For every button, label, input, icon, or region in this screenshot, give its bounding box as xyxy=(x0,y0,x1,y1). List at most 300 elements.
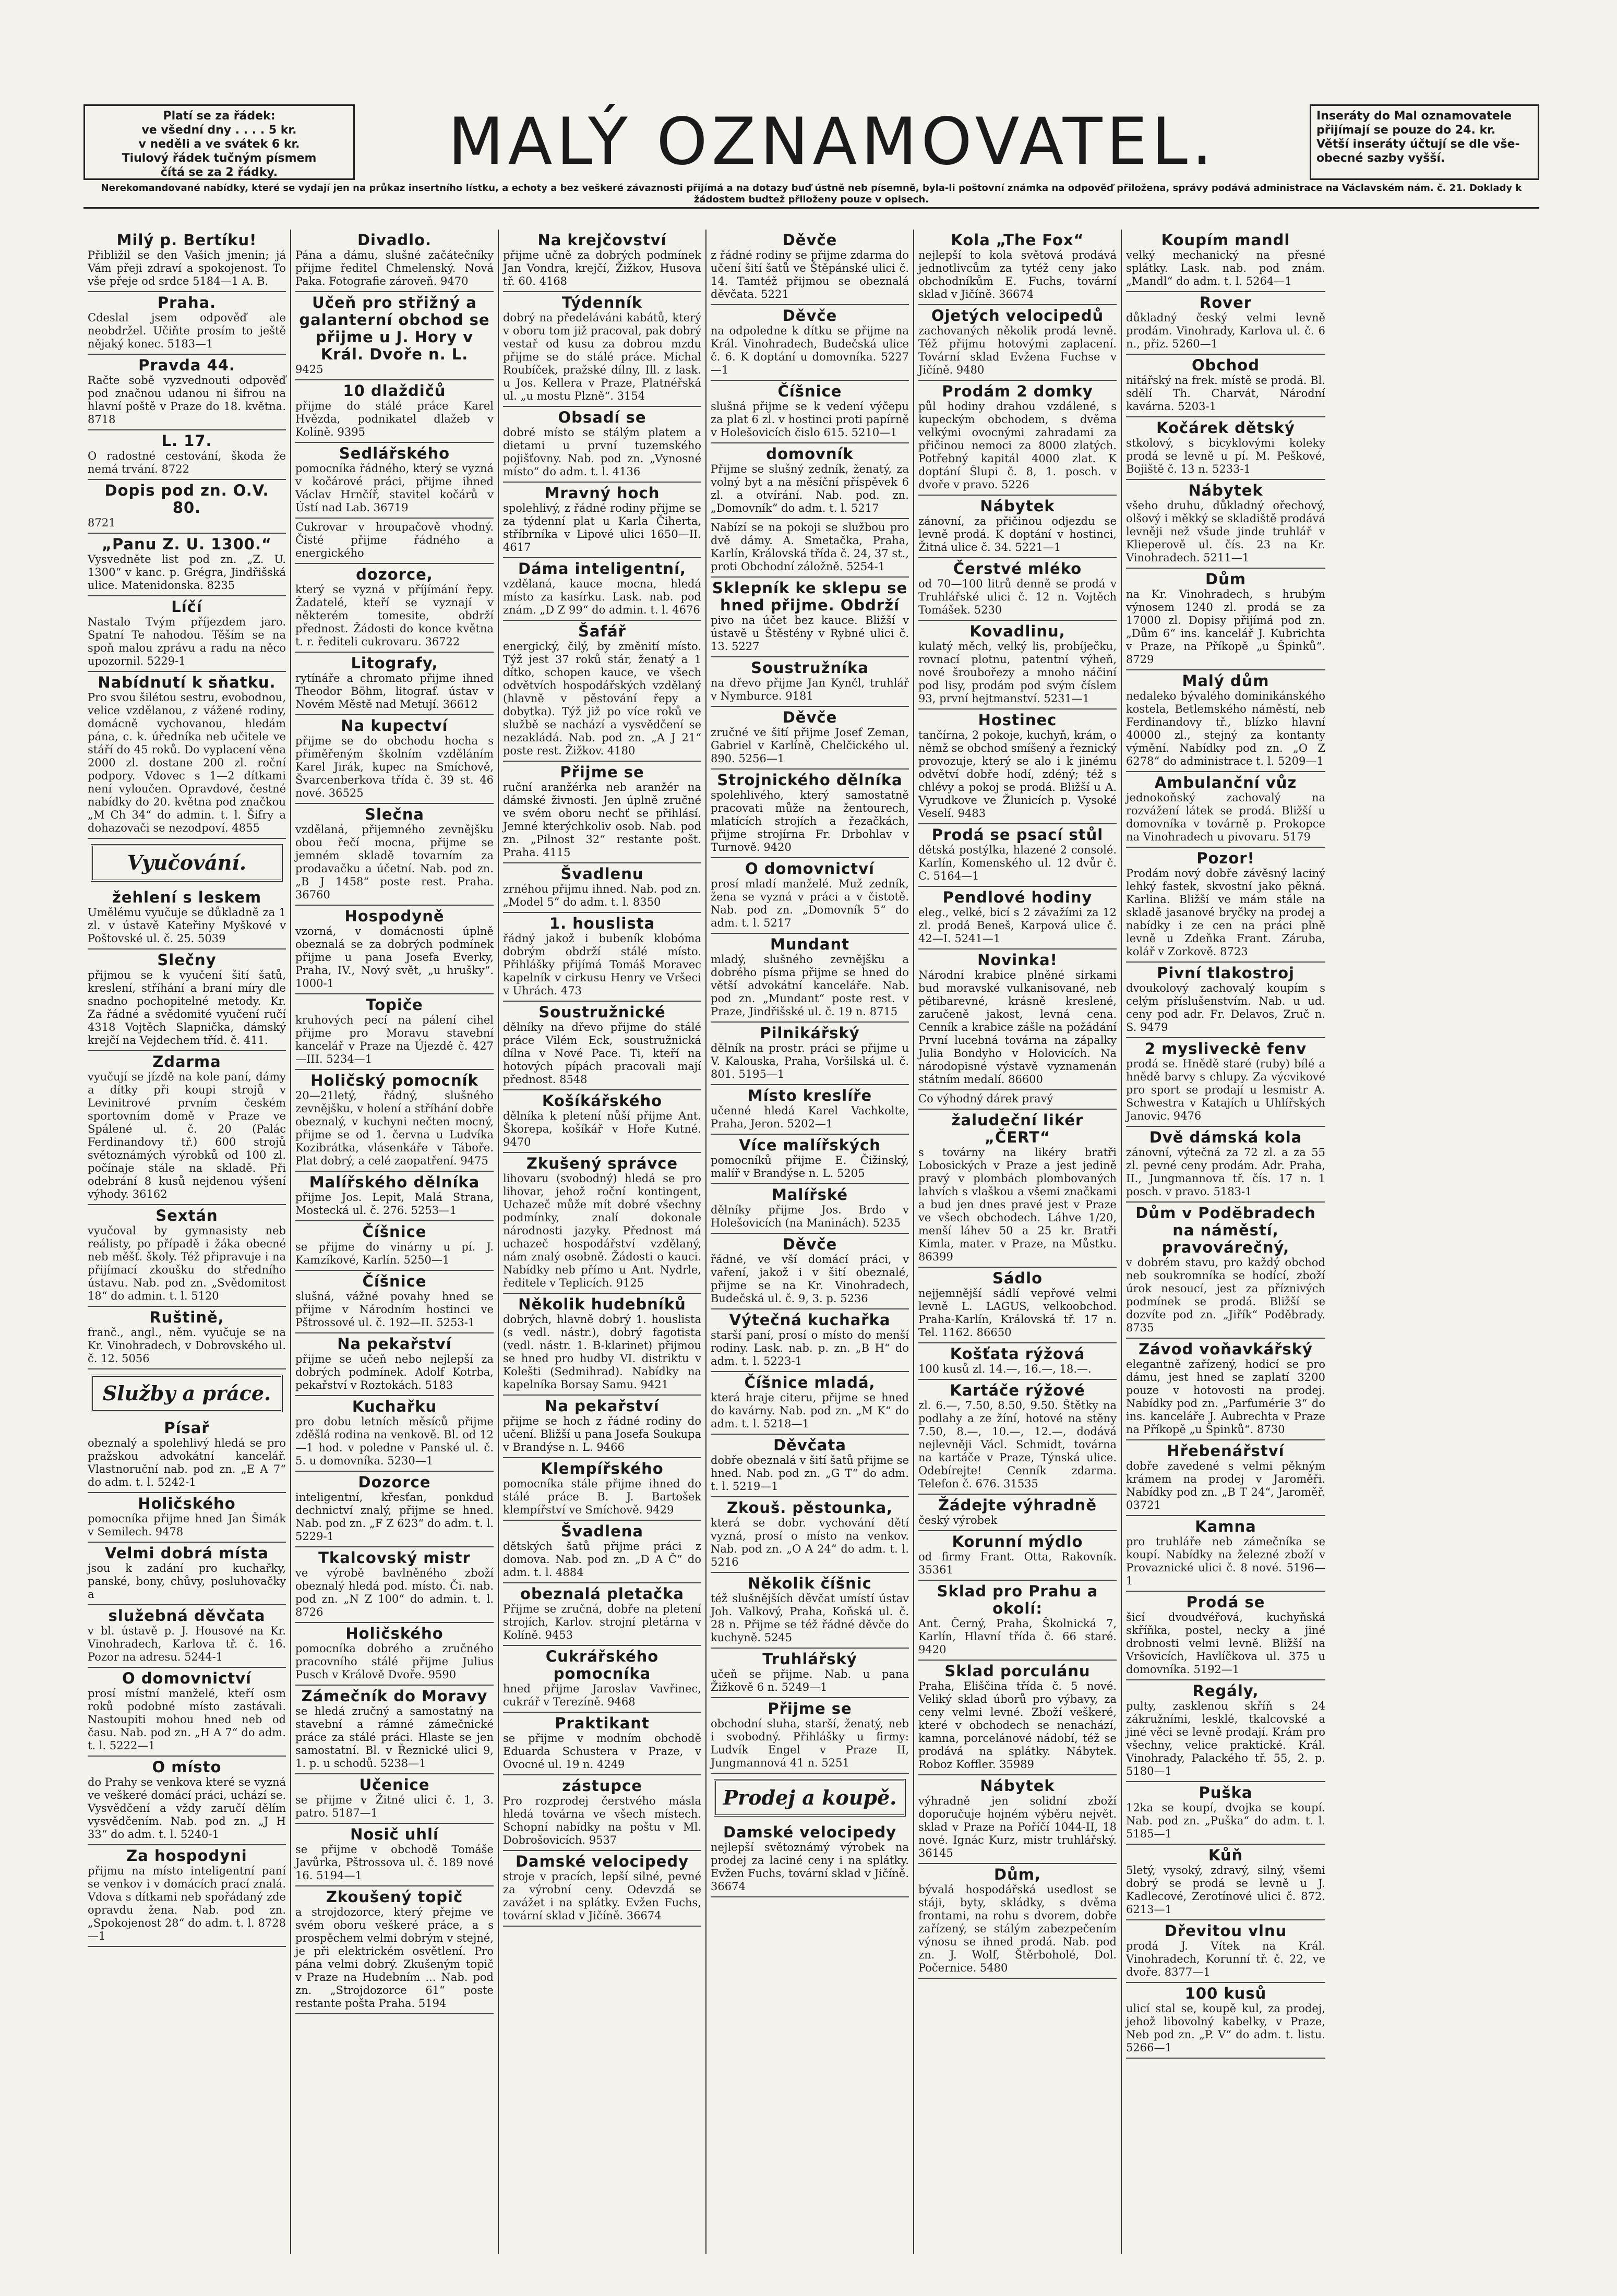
masthead-title: MALÝ OZNAMOVATEL. xyxy=(448,104,1217,179)
ad-text: dvoukolový zachovalý koupím s celým příslušenstvím. Nab. u ud. ceny pod adr. Fr. Delavos, Zruč n. S. 9479 xyxy=(1126,982,1325,1033)
classified-ad xyxy=(1126,1339,1325,1440)
insertion-line: Inseráty do Mal oznamovatele xyxy=(1316,110,1512,123)
classified-ad xyxy=(918,496,1117,558)
ad-text: Pro svou šilétou sestru, evobodnou, velice vzdělanou, z vážené rodiny, domácně vychovanou, hledám pána, c. k. úředníka neb učitele ve stáří do 45 roků. Do vyplacení věna 2000 zl. dostane 200 zl. roční podpory. Vdovec s 1—2 dítkami není vyloučen. Opravdové, čestné nabídky do 20. května pod značkou „M Ch 34“ do admin. t. l. Šifry a dohazovači se nezodpoví. 4855 xyxy=(88,691,286,834)
ad-heading: Přijme se xyxy=(768,1700,852,1717)
ad-heading: Kuchařku xyxy=(352,1398,437,1415)
ad-text: dobře obeznalá v šití šatů přijme se hned. Nab. pod zn. „G T“ do adm. t. l. 5219—1 xyxy=(711,1454,909,1493)
classified-ad xyxy=(918,1343,1117,1380)
ad-heading: Nabídnutí k sňatku. xyxy=(98,674,276,691)
ad-text: eleg., velké, bicí s 2 závažími za 12 zl. prodá Beneš, Karpová ulice č. 42—I. 5241—1 xyxy=(918,906,1117,945)
ad-text: nejlepší světoznámý výrobek na prodej za laciné ceny i na splátky. Evžen Fuchs, tovární sklad v Jičíně. 36674 xyxy=(711,1841,909,1893)
ad-text: přijme učně za dobrých podmínek Jan Vondra, krejčí, Žižkov, Husova tř. 60. 4168 xyxy=(503,249,701,287)
ad-heading: Několik číšnic xyxy=(748,1574,872,1592)
classified-ad xyxy=(295,1221,494,1271)
classified-ad xyxy=(295,1271,494,1333)
ad-text: Přijme se slušný zedník, ženatý, za volný byt a na měsíční příspěvek 6 zl. a otvírání. Nab. pod. zn. „Domovník“ do adm. t. l. 5217 xyxy=(711,463,909,514)
ad-heading: Rover xyxy=(1199,294,1252,311)
ad-text: vzdělaná, přijemného zevnějšku obou řečí mocna, přijme se jemném skladě tovarním za prodavačku a účetní. Nab. pod zn. „B J 1458“ poste rest. Praha. 36760 xyxy=(295,823,494,901)
ad-heading: Děvče xyxy=(782,708,837,726)
ad-text: obchodní sluha, starší, ženatý, neb i svobodný. Přihlášky u firmy: Ludvík Engel v Praze II, Jungmannová 41 n. 5251 xyxy=(711,1717,909,1769)
ad-text: dětských šatů přijme práci z domova. Nab. pod zn. „D A Č“ do adm. t. l. 4884 xyxy=(503,1540,701,1579)
ad-heading: Damské velocipedy xyxy=(515,1853,689,1870)
ad-text: řádné, ve vší domácí práci, v vaření, jakož i v šití obeznalé, přijme se na Kr. Vinohradech, Budečská ul. č. 9, 3. p. 5236 xyxy=(711,1253,909,1305)
classifieds-header xyxy=(83,104,1539,203)
classified-ad xyxy=(88,430,286,480)
ad-text: v dobrém stavu, pro každý obchod neb soukromníka se hodící, zboží úrok nesoucí, jest za příznivých podmínek se prodá. Bližší se dozvíte pod zn. „Jiřík“ Poděbrady. 8735 xyxy=(1126,1256,1325,1334)
classified-ad xyxy=(503,913,701,1002)
ad-heading: Prodám 2 domky xyxy=(942,382,1093,400)
classified-ad xyxy=(1126,848,1325,963)
classified-ad xyxy=(88,1205,286,1307)
ad-heading: Sklad pro Prahu a okolí: xyxy=(937,1582,1098,1617)
ad-heading: Truhlářský xyxy=(762,1650,857,1668)
classified-ad xyxy=(503,1713,701,1775)
ad-heading: Korunní mýdlo xyxy=(952,1533,1083,1550)
price-line: Platí se za řádek: xyxy=(163,110,276,123)
ad-text: Nabízí se na pokoji se službou pro dvě dámy. A. Smetačka, Praha, Karlín, Královská třída č. 24, 37 st., proti Obchodní záložně. 5254-1 xyxy=(711,521,909,573)
ad-heading: Holičský pomocník xyxy=(310,1072,478,1089)
classified-ad xyxy=(1126,1845,1325,1920)
ad-text: půl hodiny drahou vzdálené, s kupeckým obchodem, s dvěma velkými ovocnými zahradami za přičinou nemoci za 8000 zlatých. Potřebný kapitál 4000 zlat. K doptání Šlupi č. 8, 1. posch. v dvoře v pravo. 5226 xyxy=(918,400,1117,491)
ad-text: pomocníka řádného, který se vyzná v kočárové práci, přijme ihned Václav Hrnčíř, stavitel kočárů v Ústí nad Lab. 36719 xyxy=(295,462,494,514)
ad-heading: Hřebenářství xyxy=(1167,1442,1285,1460)
ad-heading: Dřevitou vlnu xyxy=(1164,1922,1287,1940)
ad-heading: Soustružníka xyxy=(751,659,869,677)
ad-text: slušná přijme se k vedení výčepu za plat 6 zl. v hostinci proti papírně v Holešovicích čislo 615. 5210—1 xyxy=(711,400,909,439)
classified-ad xyxy=(711,934,909,1023)
ad-text: prosí mladí manželé. Muž zedník, žena se vyzná v práci a v čistotě. Nab. pod zn. „Domovník 5“ do adm. t. l. 5217 xyxy=(711,877,909,929)
classified-ad xyxy=(711,1234,909,1309)
classified-ad xyxy=(503,621,701,762)
ad-heading: Pilnikářský xyxy=(760,1024,860,1042)
ad-heading: Damské velocipedy xyxy=(723,1823,897,1841)
ad-text: dobrý na předeláváni kabátů, který v oboru tom již pracoval, pak dobrý vestař od kusu za dobrou mzdu přijme se do stálé práce. Michal Roubíček, pražské dílny, Ill. z lask. u Jos. Kellera v Praze, Platnéřská ul. „u mostu Plzně“. 3154 xyxy=(503,311,701,402)
ad-heading: Mravný hoch xyxy=(544,484,660,502)
ad-column xyxy=(291,230,499,2254)
ad-heading: Prodá se xyxy=(1186,1593,1265,1611)
classified-ad xyxy=(295,906,494,994)
ad-text: obeznalý a spolehlivý hledá se pro pražskou advokátní kancelář. Vlastnoruční nab. pod zn. „E A 7“ do adm. t. l. 5242-1 xyxy=(88,1437,286,1488)
ad-text: jednokoňský zachovalý na rozvážení látek se prodá. Bližší u domovníka v továrně p. Prokopce na Vinohradech u pivovaru. 5179 xyxy=(1126,791,1325,843)
classified-ad xyxy=(88,949,286,1051)
classified-ad xyxy=(88,1543,286,1605)
ad-heading: Učenice xyxy=(359,1776,430,1794)
ad-text: franč., angl., něm. vyučuje se na Kr. Vinohradech, v Dobrovského ul. č. 12. 5056 xyxy=(88,1326,286,1365)
ad-text: nitářský na frek. místě se prodá. Bl. sdělí Th. Charvát, Národní kavárna. 5203-1 xyxy=(1126,374,1325,413)
price-line: v neděli a ve svátek 6 kr. xyxy=(138,138,300,151)
ad-heading: Dům v Podĕbradech na náměstí, pravovárečný, xyxy=(1135,1204,1316,1256)
ad-text: na dřevo přijme Jan Kynčl, truhlář v Nymburce. 9181 xyxy=(711,677,909,702)
ad-text: kruhových pecí na pálení cihel přijme pro Moravu stavební kancelář v Praze na Újezdě č. 427—III. 5234—1 xyxy=(295,1014,494,1065)
ad-heading: Nábytek xyxy=(980,497,1055,515)
ad-heading: žehlení s leskem xyxy=(112,888,262,906)
ad-heading: Šafář xyxy=(578,622,626,640)
ad-text: dobře zavedené s velmi pěkným krámem na prodej v Jaroměři. Nabídky pod zn. „B T 24“, Jaroměř. 03721 xyxy=(1126,1460,1325,1511)
classified-ad xyxy=(711,770,909,858)
ad-text: stkolový, s bicyklovými koleky prodá se levně u pí. M. Peškové, Bojiště č. 13 n. 5233-1 xyxy=(1126,437,1325,475)
ad-heading: Pravda 44. xyxy=(138,356,235,374)
ad-text: dělník na prostr. práci se přijme u V. Kalouska, Praha, Voršilská ul. č. 801. 5195—1 xyxy=(711,1042,909,1080)
ad-text: se přijme v Žitné ulici č. 1, 3. patro. 5187—1 xyxy=(295,1794,494,1819)
classified-ad xyxy=(295,1070,494,1172)
section-heading: Vyučování. xyxy=(91,844,283,882)
ad-heading: Tkalcovský mistr xyxy=(318,1549,471,1567)
ad-text: Ant. Černý, Praha, Školnická 7, Karlín, Hlavní třída č. 66 staré. 9420 xyxy=(918,1617,1117,1656)
classified-ad xyxy=(1126,355,1325,417)
ad-text: přijmu na místo inteligentní paní se venkov i v domácích prací znalá. Vdova s dítkami neb spořádaný zde opravdu žena. Nab. pod zn. „Spokojenost 28“ do adm. t. l. 8728—1 xyxy=(88,1865,286,1942)
ad-heading: Zkušený správce xyxy=(526,1155,678,1172)
ad-text: 12ka se koupí, dvojka se koupí. Nab. pod zn. „Puška“ do adm. t. l. 5185—1 xyxy=(1126,1801,1325,1840)
ad-heading: Na pekařství xyxy=(545,1397,660,1415)
ad-heading: Malý dům xyxy=(1182,672,1269,690)
ad-text: kulatý měch, velký lis, probíječku, rovnací plotnu, patentní výheň, nové šroubořezy a mnoho náčiní pod lisy, prodám pod svým číslem 93, první hejtmanství. 5231—1 xyxy=(918,640,1117,705)
classified-ad xyxy=(1126,230,1325,292)
classified-ad xyxy=(503,230,701,292)
classified-ad xyxy=(295,653,494,715)
ad-heading: Nábytek xyxy=(1188,482,1263,499)
classified-ad xyxy=(918,1531,1117,1581)
classified-ad xyxy=(503,1002,701,1090)
ad-heading: Slečna xyxy=(365,806,424,823)
classified-ad xyxy=(295,1333,494,1396)
classified-ad xyxy=(1126,1203,1325,1339)
classified-ad xyxy=(88,1307,286,1369)
ad-text: ulicí stal se, koupě kul, za prodej, jehož libovolný kabelky, v Praze, Neb pod zn. „P. V“ do adm. t. listu. 5266—1 xyxy=(1126,2002,1325,2054)
ad-heading: Zkouš. pěstounka, xyxy=(726,1499,893,1517)
classified-ad xyxy=(711,381,909,443)
classified-ad xyxy=(1126,670,1325,772)
ad-text: Národní krabice plněné sirkami bud moravské vulkanisované, neb pětibarevné, krásně kreslené, zaručeně jakost, levná cena. Cenník a krabice zášle na požádání První lucebná továrna na zápalky Julia Bondyho v Holovicích. Na národopisné výstavě vyznamenán státním medalí. 86600 xyxy=(918,969,1117,1086)
ad-heading: Velmi dobrá místa xyxy=(105,1544,269,1562)
classified-ad xyxy=(88,1493,286,1543)
ad-text: český výrobek xyxy=(918,1514,998,1526)
ad-heading: O domovnictví xyxy=(122,1669,251,1687)
ad-heading: Číšnice mladá, xyxy=(744,1374,876,1391)
classified-ad xyxy=(295,564,494,653)
ad-heading: Na krejčovství xyxy=(537,231,667,249)
ad-heading: Pivní tlakostroj xyxy=(1157,964,1295,982)
ad-text: pivo na účet bez kauce. Bližší v ústavě u Štěstény v Rybné ulici č. 13. 5227 xyxy=(711,614,909,653)
ad-heading: Košíkářského xyxy=(542,1092,663,1110)
ad-heading: Soustružnické xyxy=(538,1003,666,1021)
ad-heading: Dvě dámská kola xyxy=(1149,1128,1302,1146)
ad-text: dělníka k pletení nůší přijme Ant. Škorepa, košíkář v Hoře Kutné. 9470 xyxy=(503,1110,701,1148)
classified-ad xyxy=(918,1661,1117,1775)
ad-text: energický, čilý, by změnití místo. Týž jest 37 roků stár, ženatý a 1 dítko, schopen kauce, ve všech odvětvích hospodářských vzdělaný (hlavně v pěstování řepy a dobytka). Týž již po více roků ve službě se nachází a vysvědčení se nezakládá. Nab. pod zn. „A J 21“ poste rest. Žižkov. 4180 xyxy=(503,640,701,757)
ad-text: důkladný český velmi levně prodám. Vinohrady, Karlova ul. č. 6 n., přiz. 5260—1 xyxy=(1126,311,1325,350)
ad-text: a strojdozorce, který přejme ve svém oboru veškeré práce, a s prospěchem velmi dobrým v stejné, je při elektrickém osvětlení. Pro pána velmi dobrý. Zkušeným topič v Praze na Hudebním ... Nab. pod zn. „Strojdozorce 61“ poste restante pošta Praha. 5194 xyxy=(295,1906,494,2010)
ad-heading: Týdenník xyxy=(561,294,643,311)
price-line: čítá se za 2 řádky. xyxy=(160,166,278,179)
classified-ad xyxy=(88,672,286,839)
ad-heading: Kartáče rýžové xyxy=(950,1381,1085,1399)
ad-text: prodá se. Hnědě staré (ruby) bílé a hnědě barvy s chlupy. Za výcvikové pro sport se prodají u lesmistr A. Schwestra v Katajích u Uhlířských Janovic. 9476 xyxy=(1126,1057,1325,1122)
ad-text: Umělému vyučuje se důkladně za 1 zl. v ústavě Kateřiny Myškové v Poštovské ul. č. 25. 5039 xyxy=(88,906,286,945)
ad-text: Vysvedněte list pod zn. „Z. U. 1300“ v kanc. p. Grégra, Jindřišská ulice. Matenidonska. 8235 xyxy=(88,553,286,592)
ad-heading: obeznalá pletačka xyxy=(520,1585,684,1603)
classified-ad xyxy=(295,1396,494,1472)
ad-heading: Holičského xyxy=(345,1625,444,1642)
ad-heading: Několik hudebníků xyxy=(518,1295,686,1313)
ad-heading: Slečny xyxy=(157,951,217,969)
classified-ad xyxy=(1126,1516,1325,1592)
ad-text: rytínáře a chromato přijme ihned Theodor Böhm, litograf. ústav v Novém Městě nad Metují. 36612 xyxy=(295,672,494,711)
classified-ad xyxy=(503,483,701,558)
ad-text: Co výhodný dárek pravý xyxy=(918,1092,1053,1105)
ad-heading: Hospodyně xyxy=(344,907,445,925)
ad-columns xyxy=(83,230,1539,2254)
price-box xyxy=(83,104,355,180)
classified-ad xyxy=(918,558,1117,621)
classified-ad xyxy=(88,1417,286,1493)
ad-text: pro dobu letních měsíců přijme zděšlá rodina na venkově. Bl. od 12—1 hod. v poledne v Panské ul. č. 5. u domovníka. 5230—1 xyxy=(295,1415,494,1467)
classified-ad xyxy=(918,949,1117,1090)
classified-ad xyxy=(295,292,494,380)
ad-heading: L. 17. xyxy=(161,432,212,450)
ad-text: přijme se učeň nebo nejlepší za dobrých podmínek. Adolf Kotrba, pekařství v Roztokách. 5183 xyxy=(295,1353,494,1391)
ad-column xyxy=(499,230,706,2254)
price-line: Tiulový řádek tučným písmem xyxy=(122,152,317,165)
ad-heading: Praha. xyxy=(157,294,217,311)
ad-heading: Sklad porculánu xyxy=(944,1662,1091,1680)
ad-heading: žaludeční likér „ČERT“ xyxy=(951,1111,1084,1146)
ad-text: dobrých, hlavně dobrý 1. houslista (s vedl. nástr.), dobrý fagotista (vedl. nástr. 1. B-klarinet) přijmou se hned pro hudby VI. distriktu v Kolešti (Sedmihrad). Nabídky na kapelníka Borsay Samu. 9421 xyxy=(503,1313,701,1391)
classified-ad xyxy=(711,1372,909,1435)
classified-ad xyxy=(88,480,286,534)
classified-ad xyxy=(503,1583,701,1646)
classified-ad xyxy=(503,558,701,621)
classified-ad xyxy=(503,407,701,483)
ad-heading: Ojetých velocipedů xyxy=(931,307,1104,324)
ad-heading: Dům xyxy=(1205,570,1246,588)
ad-text: od firmy Frant. Otta, Rakovník. 35361 xyxy=(918,1550,1117,1576)
ad-text: starší paní, prosí o místo do menší rodiny. Lask. nab. p. zn. „B H“ do adm. t. l. 5223-1 xyxy=(711,1329,909,1367)
ad-text: vyučoval by gymnasisty neb reálisty, po případě i žáka obecné neb měšť. školy. Též připravuje i na přijímací zkoušku do středního ústavu. Nab. pod zn. „Svědomitost 18“ do admin. t. l. 5120 xyxy=(88,1224,286,1302)
ad-text: stroje v pracích, lepší silné, pevné za výrobní ceny. Odevzdá se zavážet i na splátky. Evžen Fuchs, tovární sklad v Jičíně. 36674 xyxy=(503,1870,701,1922)
ad-heading: Zdarma xyxy=(152,1053,221,1071)
ad-heading: Cukrářského pomocníka xyxy=(545,1648,659,1682)
ad-heading: Novinka! xyxy=(977,951,1058,969)
ad-text: řádný jakož i bubeník klobóma dobrým obdrží stálé místo. Přihlášky přijímá Tomáš Moravec kapelník v cirkusu Henry ve Vršeci v Uhrách. 473 xyxy=(503,932,701,997)
ad-heading: Líčí xyxy=(171,598,202,616)
classified-ad xyxy=(503,1396,701,1458)
classified-ad xyxy=(918,1775,1117,1864)
ad-text: Přibližil se den Vašich jmenin; já Vám přeji zdraví a spokojenost. To vše přeje od srdce 5184—1 A. B. xyxy=(88,249,286,287)
ad-heading: Divadlo. xyxy=(357,231,432,249)
classified-ad xyxy=(1126,1920,1325,1983)
ad-text: zručné ve šití přijme Josef Zeman, Gabriel v Karlíně, Chelčického ul. 890. 5256—1 xyxy=(711,726,909,765)
ad-heading: Sádlo xyxy=(992,1269,1043,1287)
ad-heading: „Panu Z. U. 1300.“ xyxy=(101,535,272,553)
classified-ad xyxy=(918,1110,1117,1268)
ad-text: která hraje citeru, přijme se hned do kavárny. Nab. pod zn. „M K“ do adm. t. l. 5218—1 xyxy=(711,1391,909,1430)
ad-text: inteligentní, křesťan, ponkdud dechnictví znalý, přijme se hned. Nab. pod zn. „F Z 623“ do adm. t. l. 5229-1 xyxy=(295,1491,494,1543)
ad-text: na odpoledne k dítku se přijme na Král. Vinohradech, Budečská ulice č. 6. K doptání u domovníka. 5227—1 xyxy=(711,324,909,376)
insertion-line: Větší inseráty účtují se dle vše- xyxy=(1316,138,1520,151)
ad-text: nejjemnější sádlí vepřové velmi levně L. LAGUS, velkoobchod. Praha-Karlín, Královská tř. 17 n. Tel. 1162. 86650 xyxy=(918,1287,1117,1339)
classified-ad xyxy=(295,715,494,804)
ad-text: lihovaru (svobodný) hledá se pro lihovar, jehož roční kontingent, Uchazeč může mít dobré všechny podmínky, znalí dokonale národnosti jazyky. Přednost má uchazeč hospodářství vzdělaný, nám znalý osobně. Žádosti o kauci. Nabídky neb přímo u Ant. Nydrle, ředitele v Teplicích. 9125 xyxy=(503,1172,701,1289)
ad-text: zánovní, výtečná za 72 zl. a za 55 zl. pevné ceny prodám. Adr. Praha, II., Jungmannova tř. čís. 17 n. 1 posch. v pravo. 5183-1 xyxy=(1126,1146,1325,1198)
ad-heading: Zámečník do Moravy xyxy=(301,1687,488,1705)
ad-heading: Žádejte výhradně xyxy=(938,1496,1097,1514)
classified-ad xyxy=(711,1135,909,1184)
ad-text: v bl. ústavě p. J. Housové na Kr. Vinohradech, Karlova tř. č. 16. Pozor na adresu. 5244-1 xyxy=(88,1625,286,1663)
ad-heading: Za hospodyni xyxy=(126,1847,247,1865)
ad-heading: Kočárek dětský xyxy=(1156,419,1295,437)
insertion-info-box xyxy=(1310,104,1539,180)
classified-ad xyxy=(1126,1440,1325,1516)
classified-ad xyxy=(1126,1983,1325,2059)
ad-text: dobré místo se stálým platem a dietami u první tuzemského pojišťovny. Nab. pod zn. „Vynosné místo“ do adm. t. l. 4136 xyxy=(503,426,701,478)
classified-ad xyxy=(503,1775,701,1851)
ad-heading: Ruštině, xyxy=(149,1308,224,1326)
ad-heading: Sklepník ke sklepu se hned přijme. Obdrží xyxy=(712,579,908,614)
ad-heading: Pendlové hodiny xyxy=(942,888,1093,906)
ad-column xyxy=(706,230,914,2254)
ad-heading: Dům, xyxy=(994,1866,1041,1883)
ad-text: elegantně zařízený, hodicí se pro dámu, jest hned se zaplatí 3200 pouze v hotovosti na prodej. Nabídky pod zn. „Parfumérie 3“ do ins. kanceláře J. Aubrechta v Praze na Příkopě „u Špinků“. 8730 xyxy=(1126,1358,1325,1436)
ad-heading: Na pekařství xyxy=(337,1335,452,1353)
ad-heading: Přijme se xyxy=(560,763,644,781)
ad-heading: Obchod xyxy=(1192,356,1260,374)
ad-heading: Číšnice xyxy=(362,1223,427,1241)
classified-ad xyxy=(295,1824,494,1886)
classified-ad xyxy=(1126,292,1325,355)
classified-ad xyxy=(918,824,1117,887)
price-line: ve všední dny . . . . 5 kr. xyxy=(141,124,297,137)
ad-text: vzdělaná, kauce mocna, hledá místo za kasírku. Lask. nab. pod znám. „D Z 99“ do admin. t. l. 4676 xyxy=(503,578,701,616)
ad-heading: O domovnictví xyxy=(745,860,875,877)
ad-text: který se vyzná v příjímání řepy. Žadatelé, kteří se vyznají v některém tomesite, obdrží přednost. Žádosti do konce května t. r. řediteli cukrovaru. 36722 xyxy=(295,583,494,648)
classified-ad xyxy=(88,534,286,596)
ad-text: vyučují se jízdě na kole paní, dámy a dítky při koupi strojů v Levinitrové prvním českém sportovním domě v Praze ve Spálené ul. č. 20 (Palác Ferdinandovy tř.) 600 strojů světoznámých výrobků od 100 zl. počínaje stále na skladě. Při odebrání 8 kusů nejdenou výšení výhody. 36162 xyxy=(88,1071,286,1200)
classified-ad xyxy=(295,994,494,1070)
ad-text: 9425 xyxy=(295,363,324,376)
classified-ad xyxy=(503,1521,701,1583)
classified-ad xyxy=(295,1774,494,1824)
classified-ad xyxy=(88,292,286,355)
classified-ad xyxy=(88,1668,286,1757)
ad-text: která se dobr. vychování dětí vyzná, prosí o místo na venkov. Nab. pod zn. „O A 24“ do adm. t. l. 5216 xyxy=(711,1517,909,1568)
classified-ad xyxy=(503,1090,701,1153)
ad-text: se přijme v modním obchodě Eduarda Schustera v Praze, v Ovocné ul. 19 n. 4249 xyxy=(503,1732,701,1771)
ad-text: Přijme se zručná, dobře na pletení strojích, Karlov. strojní pletárna v Kolíně. 9453 xyxy=(503,1603,701,1641)
ad-heading: domovník xyxy=(766,445,854,463)
ad-text: Praha, Eliščina třída č. 5 nové. Veliký sklad úborů pro výbavy, za ceny velmi levné. Zboží veškeré, které v obchodech se nenachází, kamna, porcelánové nádobí, též se prodává na splátky. Nábytek. Roboz Koffler. 35989 xyxy=(918,1680,1117,1771)
ad-text: Nastalo Tvým příjezdem jaro. Spatní Te nahodou. Těším se na spoň malou zprávu a radu na něco upozornil. 5229-1 xyxy=(88,616,286,667)
ad-text: na Kr. Vinohradech, s hrubým výnosem 1240 zl. prodá se za 17000 zl. Dopisy přijímá pod zn. „Dům 6“ ins. kancelář J. Kubrichta v Praze, na Příkopě „u Špinků“. 8729 xyxy=(1126,588,1325,666)
ad-text: dětská postýlka, hlazené 2 consolé. Karlín, Komenského ul. 12 dvůr č. C. 5164—1 xyxy=(918,844,1117,882)
classified-ad xyxy=(918,1380,1117,1495)
ad-heading: Strojnického dělníka xyxy=(717,771,903,789)
ad-text: Račte sobě vyzvednouti odpověď pod značnou udanou ni šifrou na hlavní poště v Praze do 18. května. 8718 xyxy=(88,374,286,426)
ad-text: nejlepší to kola světová prodává jednotlivcům za tytéž ceny jako obchodníkům E. Fuchs, tovární sklad v Jičíně. 36674 xyxy=(918,249,1117,300)
ad-heading: Zkoušený topič xyxy=(326,1888,463,1906)
classified-ad xyxy=(918,1495,1117,1531)
ad-heading: Malířské xyxy=(771,1186,848,1204)
classified-ad xyxy=(1126,1592,1325,1680)
ad-text: pomocníků přijme E. Čižinský, malíř v Brandýse n. L. 5205 xyxy=(711,1154,909,1180)
classified-ad xyxy=(88,887,286,949)
classified-ad xyxy=(1126,1038,1325,1127)
ad-text: pomocníka dobrého a zručného pracovního stálé přijme Julius Pusch v Králově Dvoře. 9590 xyxy=(295,1642,494,1681)
ad-text: nedaleko bývalého dominikánského kostela, Betlemského náměstí, neb Ferdinandovy tř., blízko hlavní 40000 zl., stejný za kontanty výmění. Nabídky pod zn. „O Z 6278“ do administrace t. l. 5209—1 xyxy=(1126,690,1325,767)
classified-ad xyxy=(88,355,286,430)
ad-text: prodá J. Vítek na Král. Vinohradech, Korunní tř. č. 22, ve dvoře. 8377—1 xyxy=(1126,1940,1325,1978)
ad-heading: Kola „The Fox“ xyxy=(951,231,1084,249)
ad-text: 100 kusů zl. 14.—, 16.—, 18.—. xyxy=(918,1363,1092,1375)
ad-heading: 100 kusů xyxy=(1184,1985,1267,2002)
ad-heading: Více malířských xyxy=(739,1136,881,1154)
ad-text: přijme se do obchodu hocha s přiměřeným školním vzděláním Karel Jirák, kupec na Smíchově, Švarcenberkova třída č. 39 st. 46 nové. 36525 xyxy=(295,735,494,799)
ad-heading: Kovadlinu, xyxy=(969,622,1065,640)
ad-heading: Regály, xyxy=(1192,1682,1259,1700)
ad-heading: Obsadí se xyxy=(558,408,646,426)
classified-ad xyxy=(88,596,286,672)
classified-ad xyxy=(918,305,1117,381)
ad-text: přijme do stálé práce Karel Hvězda, podnikatel dlažeb v Kolíně. 9395 xyxy=(295,400,494,438)
ad-text: učenné hledá Karel Vachkolte, Praha, Jeron. 5202—1 xyxy=(711,1104,909,1130)
classified-ad xyxy=(1126,417,1325,480)
classified-ad xyxy=(503,863,701,913)
classified-ad xyxy=(711,578,909,657)
classified-ad xyxy=(711,1085,909,1135)
ad-text: od 70—100 litrů denně se prodá v Truhlářské ulici č. 12 n. Vojtěch Tomášek. 5230 xyxy=(918,578,1117,616)
ad-text: se přijme do vinárny u pí. J. Kamzíkové, Karlín. 5250—1 xyxy=(295,1241,494,1266)
ad-heading: Děvčata xyxy=(773,1436,846,1454)
ad-heading: Hostinec xyxy=(978,711,1057,729)
ad-text: 20—21letý, řádný, slušného zevnějšku, v holení a stříhání dobře obeznalý, v kuchyni nečten mocný, přijme se od 1. června u Ludvíka Kozibrátka, vlásenkáře v Táboře. Plat dobrý, a celé zaopatření. 9475 xyxy=(295,1089,494,1167)
classified-ad xyxy=(1126,480,1325,569)
classified-ad xyxy=(295,1547,494,1623)
ad-text: pomocníka stále přijme ihned do stálé práce B. J. Bartošek klempířství ve Smíchově. 9429 xyxy=(503,1477,701,1516)
ad-heading: Nosič uhlí xyxy=(350,1825,439,1843)
ad-heading: Sedlářského xyxy=(339,444,450,462)
ad-text: 8721 xyxy=(88,516,116,529)
ad-heading: dozorce, xyxy=(356,566,433,583)
ad-heading: Dáma inteligentní, xyxy=(518,560,687,578)
classified-ad xyxy=(295,1472,494,1547)
ad-heading: Holičského xyxy=(138,1495,236,1512)
ad-text: Cdeslal jsem odpověď ale neobdržel. Učiňte prosím to ještě nějaký konec. 5183—1 xyxy=(88,311,286,350)
classified-ad xyxy=(503,1646,701,1713)
ad-text: dělníky přijme Jos. Brdo v Holešovicích (na Maninách). 5235 xyxy=(711,1204,909,1229)
classified-ad xyxy=(295,1172,494,1221)
ad-text: 5letý, vysoký, zdravý, silný, všemi dobrý se prodá se levně u J. Kadlecové, Zerotínové ulici č. 872. 6213—1 xyxy=(1126,1864,1325,1916)
classified-ad xyxy=(711,1573,909,1649)
classified-ad xyxy=(88,230,286,292)
ad-text: též slušnějších děvčat umístí ústav Joh. Valkový, Praha, Koňská ul. č. 28 n. Přijme se též řádné děvče do kuchyně. 5245 xyxy=(711,1592,909,1644)
classified-ad xyxy=(918,1090,1117,1110)
ad-text: všeho druhu, důkladný ořechový, olšový i měkký se skladiště prodává levněji než všude jinde truhlář v Klieperově ul. čís. 23 na Kr. Vinohradech. 5211—1 xyxy=(1126,499,1325,564)
ad-text: zachovaných několik prodá levně. Též přijmu hotovými zaplacení. Tovární sklad Evžena Fuchse v Jičíně. 9480 xyxy=(918,324,1117,376)
classified-ad xyxy=(1126,1680,1325,1782)
classified-ad xyxy=(711,1309,909,1372)
ad-column xyxy=(83,230,291,2254)
ad-heading: Mundant xyxy=(770,935,849,953)
ad-text: prosí místní manželé, kteří osm roků podobné místo zastávali. Nastoupiti mohou hned neb od času. Nab. pod zn. „H A 7“ do adm. t. l. 5222—1 xyxy=(88,1687,286,1752)
ad-column xyxy=(1122,230,1329,2254)
classified-ad xyxy=(918,621,1117,710)
ad-text: se hledá zručný a samostatný na stavební a rámné zámečnické práce za stálé práci. Hlaste se jen samostatní. Bl. v Řeznické ulici 9, 1. p. u schodů. 5238—1 xyxy=(295,1705,494,1770)
ad-heading: Děvče xyxy=(782,307,837,324)
classified-ad xyxy=(918,1581,1117,1661)
classified-ad xyxy=(1126,569,1325,670)
ad-text: hned přijme Jaroslav Vavřinec, cukrář v Terezíně. 9468 xyxy=(503,1682,701,1708)
classified-ad xyxy=(295,804,494,906)
